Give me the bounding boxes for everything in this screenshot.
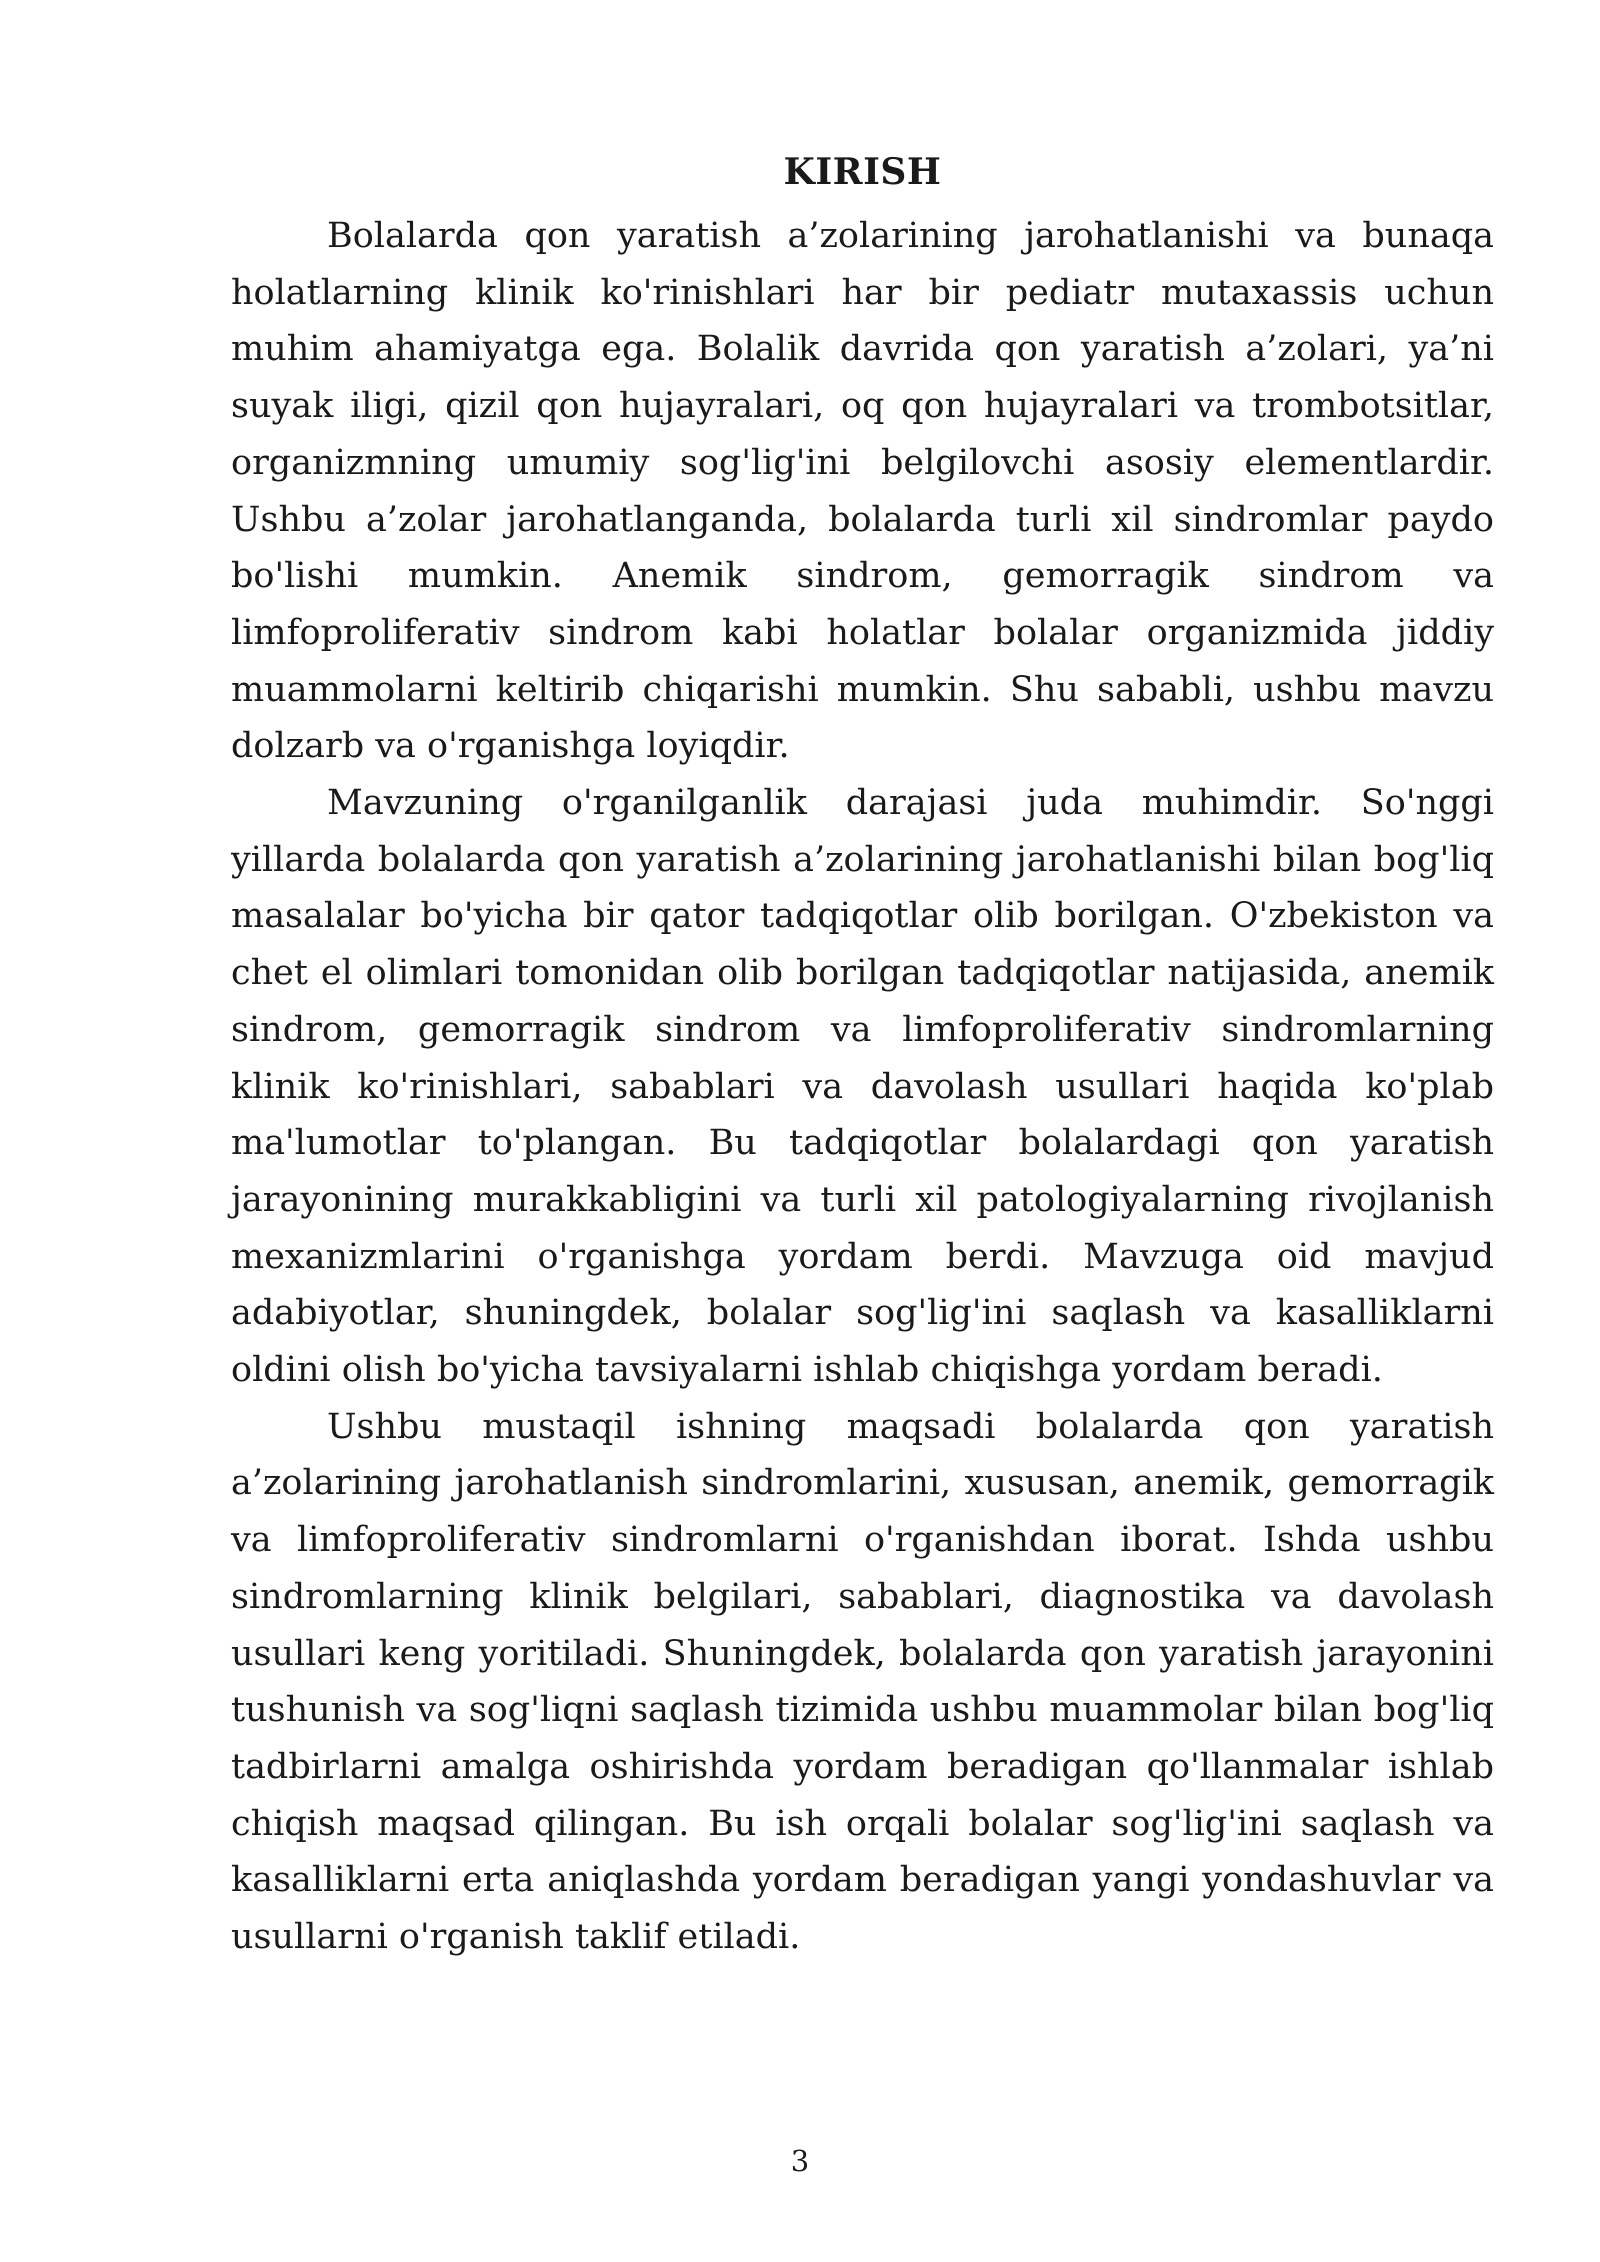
page-number: 3 (790, 2144, 810, 2178)
section-title: KIRISH (783, 151, 942, 193)
paragraph-relevance: Bolalarda qon yaratish a’zolarining jarohatlanishi va bunaqa holatlarning klinik ko'rinishlari har bir pediatr mutaxassis uchun muhim ahamiyatga ega. Bolalik davrida qon yaratish a’zolari, ya’ni suyak iligi, qizil qon hujayralari, oq qon hujayralari va trombotsitlar, organizmning umumiy sog'lig'ini belgilovchi asosiy elementlardir. Ushbu a’zolar jarohatlanganda, bolalarda turli xil sindromlar paydo bo'lishi mumkin. Anemik sindrom, gemorragik sindrom va limfoproliferativ sindrom kabi holatlar bolalar organizmida jiddiy muammolarni keltirib chiqarishi mumkin. Shu sababli, ushbu mavzu dolzarb va o'rganishga loyiqdir. (231, 216, 1494, 767)
page-content (231, 150, 1494, 1966)
paragraph-research-level: Mavzuning o'rganilganlik darajasi juda muhimdir. So'nggi yillarda bolalarda qon yaratish a’zolarining jarohatlanishi bilan bog'liq masalalar bo'yicha bir qator tadqiqotlar olib borilgan. O'zbekiston va chet el olimlari tomonidan olib borilgan tadqiqotlar natijasida, anemik sindrom, gemorragik sindrom va limfoproliferativ sindromlarning klinik ko'rinishlari, sabablari va davolash usullari haqida ko'plab ma'lumotlar to'plangan. Bu tadqiqotlar bolalardagi qon yaratish jarayonining murakkabligini va turli xil patologiyalarning rivojlanish mexanizmlarini o'rganishga yordam berdi. Mavzuga oid mavjud adabiyotlar, shuningdek, bolalar sog'lig'ini saqlash va kasalliklarni oldini olish bo'yicha tavsiyalarni ishlab chiqishga yordam beradi. (231, 783, 1494, 1391)
paragraph-goal: Ushbu mustaqil ishning maqsadi bolalarda qon yaratish a’zolarining jarohatlanish sindromlarini, xususan, anemik, gemorragik va limfoproliferativ sindromlarni o'rganishdan iborat. Ishda ushbu sindromlarning klinik belgilari, sabablari, diagnostika va davolash usullari keng yoritiladi. Shuningdek, bolalarda qon yaratish jarayonini tushunish va sog'liqni saqlash tizimida ushbu muammolar bilan bog'liq tadbirlarni amalga oshirishda yordam beradigan qo'llanmalar ishlab chiqish maqsad qilingan. Bu ish orqali bolalar sog'lig'ini saqlash va kasalliklarni erta aniqlashda yordam beradigan yangi yondashuvlar va usullarni o'rganish taklif etiladi. (231, 1406, 1494, 1958)
